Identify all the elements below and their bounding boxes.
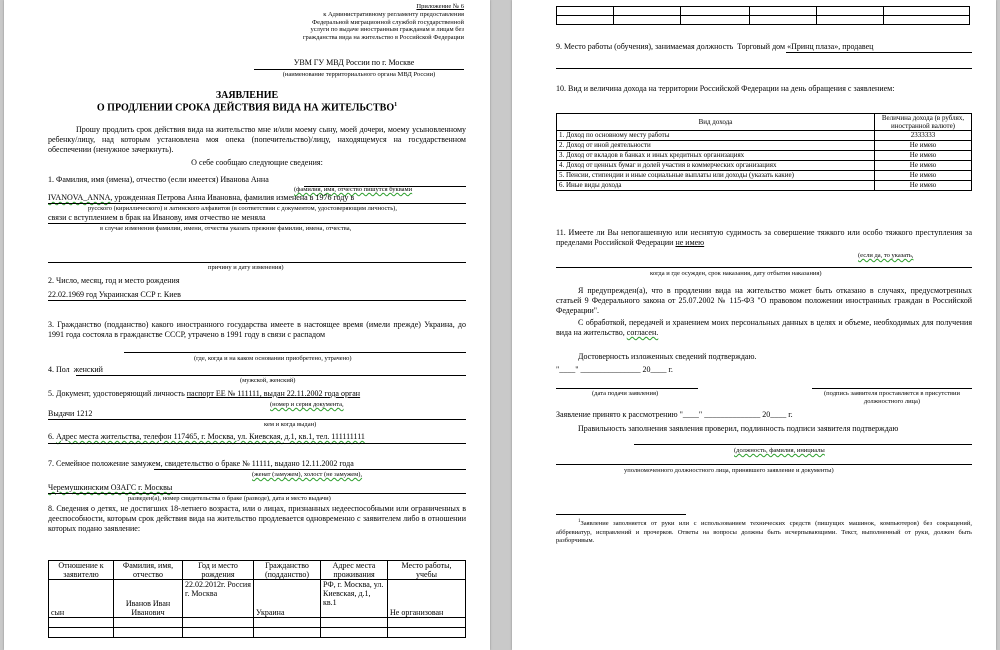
table-row: 4. Доход от ценных бумаг и долей участия в коммерческих организациях Не имею — [557, 161, 972, 171]
table-row: 6. Иные виды дохода Не имею — [557, 181, 972, 191]
table-row — [49, 628, 466, 638]
table-row: 2. Доход от иной деятельности Не имею — [557, 141, 972, 151]
conviction-value: не имею — [675, 238, 705, 247]
name-change-line: связи с вступлением в брак на Иванову, имя отчество не менялa — [48, 213, 266, 222]
relatives-table — [48, 560, 466, 638]
table-row: 3. Доход от вкладов в банках и иных кредитных организациях Не имею — [557, 151, 972, 161]
authority-name: УВМ ГУ МВД России по г. Москве — [293, 58, 415, 67]
date-line: "____" _______________ 20____ г. — [556, 365, 673, 374]
section-10-text: 10. Вид и величина дохода на территории Российской Федерации на день обращения с заявлением: — [556, 84, 895, 93]
table-continuation — [556, 6, 970, 25]
checked-paragraph: Правильность заполнения заявления проверил, подлинность подписи заявителя подтверждаю — [578, 424, 899, 433]
date-caption: (дата подачи заявления) — [592, 390, 659, 397]
table-row — [49, 618, 466, 628]
latin-name-line: IVANOVA_ANNA, урожденная Петрова Анна Ивановна, фамилия изменена в 1976 году в — [48, 193, 355, 202]
registry-office-line: Черемушкинским ОЗАГС г. Москвы — [48, 483, 173, 492]
authority-caption: (наименование территориального органа МВД России) — [282, 71, 436, 78]
section-11-text: 11. Имеете ли Вы непогашенную или неснятую судимость за совершение тяжкого или особо тяжкого преступления за пределами Российской Федерации не имею — [556, 228, 972, 247]
section-9-label: 9. Место работы (обучения), занимаемая должность Торговый дом «Принц плаза», продавец — [556, 42, 874, 51]
intro-paragraph: Прошу продлить срок действия вида на жительство мне и/или моему сыну, моей дочери, моему усыновленному ребенку/лицу, над которым установлена моя опека (попечительство)/лицу, находящемуся на государственном обеспечении (ненужное зачеркнуть). — [48, 125, 466, 154]
section-8-text: 8. Сведения о детях, не достигших 18-летнего возраста, или о лицах, признанных недееспособными или ограниченных в дееспособности, которым срок действия вида на жительство продлевается одновременно с заявителем либо в отношении которых подано заявление: — [48, 504, 466, 533]
section-7-label: 7. Семейное положение замужем, свидетельство о браке № 11111, выдано 12.11.2002 года — [48, 459, 354, 468]
workplace-value: Торговый дом «Принц плаза», продавец — [737, 42, 874, 51]
table-row: 5. Пенсии, стипендии и иные социальные выплаты или доходы (указать какие) Не имею — [557, 171, 972, 181]
document-page-right: 9. Место работы (обучения), занимаемая должность Торговый дом «Принц плаза», продавец 10. Вид и величина дохода на территории Российской Федерации на день обращения с заявлением: Вид дохода Величина дохода (в рублях, иностранной валюте) 1. Доход по основному месту работы 2333333 2. Доход от иной деятельности Не имею 3. Доход от вкладов в банках и иных кредитных организациях Не имею 4. Доход от ценных бумаг и долей участия в коммерческих организациях Не имею 5. Пенсии, стипендии и иные социальные выплаты или доходы (указать какие) Не имею 6. Иные виды дохода Не имею 11. Имеете ли Вы непогашенную или неснятую судимость за совершение тяжкого или особо тяжкого преступления за пределами Российской Федерации не имею (если да, то указать, когда и где осужден, срок наказания, дату отбытия наказания) Я предупрежден(а), что в продлении вида на жительство может быть отказано в случаях, предусмотренных статьей 9 Федерального закона от 25.07.2002 № 115-ФЗ "О правовом положении иностранных граждан в Российской Федерации". С обработкой, передачей и хранением моих персональных данных в целях и объеме, необходимых для получения вида на жительство, согласен. Достоверность изложенных сведений подтверждаю. "____" _______________ 20____ г. (дата подачи заявления) (подпись заявителя проставляется в присутствии должностного лица) Заявление принято к рассмотрению "____" ______________ 20____ г. Правильность заполнения заявления проверил, подлинность подписи заявителя подтверждаю (должность, фамилия, инициалы уполномоченного должностного лица, принявшего заявление и документы) $^1$Заявление заполняется от руки или с использованием технических средств (пишущих машинок, компьютеров) без сокращений, аббревиатур, исправлений и прочерков. Ответы на вопросы должны быть исчерпывающими. Текст, выполненный от руки, должен быть разборчивым. — [512, 0, 996, 650]
consent-paragraph: С обработкой, передачей и хранением моих персональных данных в целях и объеме, необходимых для получения вида на жительство, согласен. — [556, 318, 972, 337]
appendix-note: Приложение № 6 к Административному регламенту предоставления Федеральной миграционной службой государственной услуги по выдаче иностранным гражданам и лицам без гражданства вида на жительство в Российской Федерации — [302, 3, 464, 42]
section-3-text: 3. Гражданство (подданство) какого иностранного государства имеете в настоящее время (имели прежде) Украина, до 1991 года состояла в гражданстве СССР, утрачено в 1991 году в связи с распадом — [48, 320, 466, 339]
full-name-value: Иванова Анна — [220, 175, 269, 184]
gender-value: женский — [73, 365, 103, 374]
section-4-label: 4. Пол женский — [48, 365, 103, 374]
document-page-left: Приложение № 6 к Административному регламенту предоставления Федеральной миграционной службой государственной услуги по выдаче иностранным гражданам и лицам без гражданства вида на жительство в Российской Федерации УВМ ГУ МВД России по г. Москве (наименование территориального органа МВД России) ЗАЯВЛЕНИЕ О ПРОДЛЕНИИ СРОКА ДЕЙСТВИЯ ВИДА НА ЖИТЕЛЬСТВО$^1$ Прошу продлить срок действия вида на жительство мне и/или моему сыну, моей дочери, моему усыновленному ребенку/лицу, над которым установлена моя опека (попечительство)/лицу, находящемуся на государственном обеспечении (ненужное зачеркнуть). О себе сообщаю следующие сведения: 1. Фамилия, имя (имена), отчество (если имеется) Иванова Анна (фамилия, имя, отчество пишутся буквами IVANOVA_ANNA, урожденная Петрова Анна Ивановна, фамилия изменена в 1976 году в русского (кириллического) и латинского алфавитов (в соответствии с документом, удостоверяющим личность), связи с вступлением в брак на Иванову, имя отчество не менялa в случае изменения фамилии, имени, отчества указать прежние фамилии, имена, отчества, причину и дату изменения) 2. Число, месяц, год и место рождения 22.02.1969 год Украинская ССР г. Киев 3. Гражданство (подданство) какого иностранного государства имеете в настоящее время (имели прежде) Украина, до 1991 года состояла в гражданстве СССР, утрачено в 1991 году в связи с распадом (где, когда и на каком основании приобретено, утрачено) 4. Пол женский (мужской, женский) 5. Документ, удостоверяющий личность паспорт ЕЕ № 111111, выдан 22.11.2002 года орган (номер и серия документа, Выдачи 1212 кем и когда выдан) 6. Адрес места жительства, телефон 117465, г. Москва, ул. Киевская, д.1, кв.1, тел. 111111111 7. Семейное положение замужем, свидетельство о браке № 11111, выдано 12.11.2002 года (женат (замужем), холост (не замужем), Черемушкинским ОЗАГС г. Москвы разведен(а), номер свидетельства о браке (разводе), дата и место выдачи) 8. Сведения о детях, не достигших 18-летнего возраста, или о лицах, признанных недееспособными или ограниченных в дееспособности, которым срок действия вида на жительство продлевается одновременно с заявителем либо в отношении которых подано заявление: Отношение к заявителю Фамилия, имя, отчество Год и место рождения Гражданство (подданство) Адрес места проживания Место работы, учебы сын Иванов Иван Иванович 22.02.2012г. Россия г. Москва Украина РФ, г. Москва, ул. Киевская, д.1, кв.1 Не организован — [4, 0, 490, 650]
section-6-address: 6. Адрес места жительства, телефон 117465, г. Москва, ул. Киевская, д.1, кв.1, тел. 111111111 — [48, 432, 365, 441]
passport-value: паспорт ЕЕ № 111111, выдан 22.11.2002 года орган — [186, 389, 361, 398]
issuer-line: Выдачи 1212 — [48, 409, 93, 418]
section-5-label: 5. Документ, удостоверяющий личность паспорт ЕЕ № 111111, выдан 22.11.2002 года орган — [48, 389, 361, 398]
table-header-row: Вид дохода Величина дохода (в рублях, иностранной валюте) — [557, 114, 972, 131]
intro-line: О себе сообщаю следующие сведения: — [191, 158, 323, 167]
document-title: ЗАЯВЛЕНИЕ — [215, 90, 279, 101]
warning-paragraph: Я предупрежден(а), что в продлении вида на жительство может быть отказано в случаях, предусмотренных статьей 9 Федерального закона от 25.07.2002 № 115-ФЗ "О правовом положении иностранных граждан в Российской Федерации". — [556, 286, 972, 315]
footnote: $^1$Заявление заполняется от руки или с использованием технических средств (пишущих машинок, компьютеров) без сокращений, аббревиатур, исправлений и прочерков. Ответы на вопросы должны быть исчерпывающими. Текст, выполненный от руки, должен быть разборчивым. — [556, 519, 972, 545]
birth-value: 22.02.1969 год Украинская ССР г. Киев — [48, 290, 181, 299]
table-row: 1. Доход по основному месту работы 2333333 — [557, 131, 972, 141]
table-header-row: Отношение к заявителю Фамилия, имя, отчество Год и место рождения Гражданство (подданство) Адрес места проживания Место работы, учебы — [49, 561, 466, 580]
confirm-line: Достоверность изложенных сведений подтверждаю. — [578, 352, 757, 361]
income-table — [556, 113, 972, 191]
section-1-label: 1. Фамилия, имя (имена), отчество (если имеется) Иванова Анна — [48, 175, 269, 184]
accepted-line: Заявление принято к рассмотрению "____" ______________ 20____ г. — [556, 410, 793, 419]
table-row: сын Иванов Иван Иванович 22.02.2012г. Россия г. Москва Украина РФ, г. Москва, ул. Киевская, д.1, кв.1 Не организован — [49, 580, 466, 618]
table-row — [557, 7, 970, 16]
section-2-label: 2. Число, месяц, год и место рождения — [48, 276, 180, 285]
marital-value: замужем, свидетельство о браке № 11111, выдано 12.11.2002 года — [130, 459, 354, 468]
table-row — [557, 16, 970, 25]
signature-caption: (подпись заявителя проставляется в присутствии должностного лица) — [824, 390, 960, 405]
document-subtitle: О ПРОДЛЕНИИ СРОКА ДЕЙСТВИЯ ВИДА НА ЖИТЕЛЬСТВО$^1$ — [96, 102, 398, 114]
